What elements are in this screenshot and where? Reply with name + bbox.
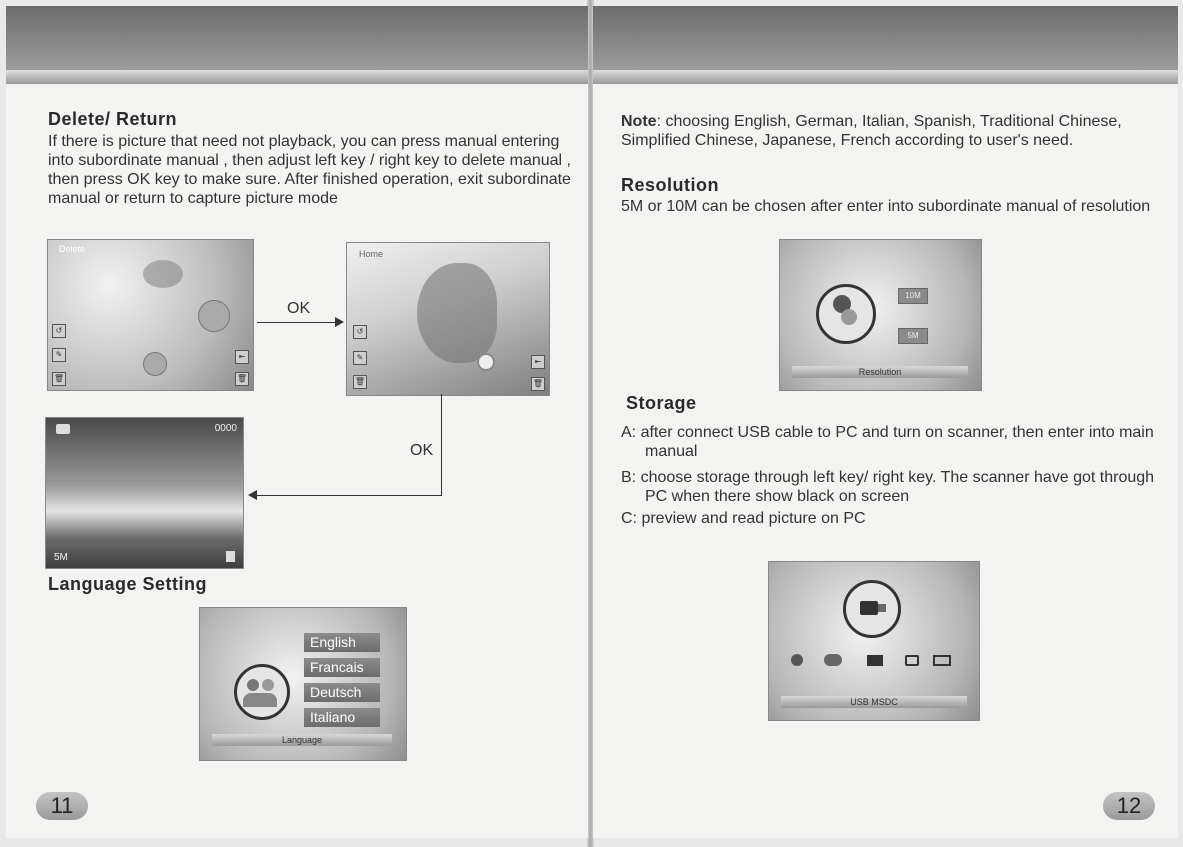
resolution-heading: Resolution: [621, 175, 719, 195]
photo-counter: 0000: [214, 423, 237, 434]
header-band: [593, 6, 1178, 70]
trash-icon: 🗑: [531, 377, 545, 391]
resolution-text: 5M or 10M can be chosen after enter into subordinate manual of resolution: [621, 198, 1151, 215]
arrow-line: [441, 394, 442, 495]
resolution-option-10m: 10M: [898, 288, 928, 304]
arrow-head-left-icon: [248, 490, 257, 500]
resolution-icon: [791, 654, 803, 666]
rotate-icon: ↺: [353, 325, 367, 339]
right-page: [593, 6, 1178, 838]
language-option-italiano: Italiano: [304, 708, 380, 727]
resolution-option-5m: 5M: [898, 328, 928, 344]
storage-menu-bar: USB MSDC: [781, 696, 967, 708]
resolution-menu-bar: Resolution: [792, 366, 968, 378]
camera-icon: [905, 655, 919, 666]
header-band: [6, 6, 588, 70]
camera-icon: [56, 424, 70, 434]
edit-icon: ✎: [353, 351, 367, 365]
trash-icon: 🗑: [52, 372, 66, 386]
left-page: [6, 6, 588, 838]
delete-screen-label: Delete: [59, 244, 86, 254]
home-screen-illustration: [346, 242, 550, 396]
flower-shape: [477, 353, 495, 371]
language-option-francais: Francais: [304, 658, 380, 677]
arrow-line: [256, 495, 442, 496]
exit-icon: ⇤: [531, 355, 545, 369]
delete-return-heading: Delete/ Return: [48, 109, 178, 129]
people-icon: [824, 654, 842, 666]
storage-heading: Storage: [626, 393, 697, 413]
note-paragraph: [621, 112, 1161, 150]
ok-label: OK: [287, 300, 311, 317]
language-menu-illustration: [199, 607, 407, 761]
storage-menu-illustration: [768, 561, 980, 721]
note-label: Note: [621, 113, 657, 130]
language-option-deutsch: Deutsch: [304, 683, 380, 702]
trash-icon: 🗑: [235, 372, 249, 386]
resolution-icon: [816, 284, 876, 344]
storage-step-c: C: preview and read picture on PC: [621, 510, 866, 527]
page-number-right: 12: [1103, 792, 1155, 820]
home-screen-label: Home: [359, 249, 384, 259]
storage-step-a: A: after connect USB cable to PC and turn on scanner, then enter into main manual: [621, 424, 1154, 460]
water-drop-shape: [143, 352, 167, 376]
header-stripe: [6, 70, 588, 84]
arrow-head-right-icon: [335, 317, 344, 327]
page-number-left: 11: [36, 792, 88, 820]
rotate-icon: ↺: [52, 324, 66, 338]
trash-icon: 🗑: [353, 375, 367, 389]
water-drop-shape: [198, 300, 230, 332]
memory-card-icon: [226, 551, 235, 562]
language-option-english: English: [304, 633, 380, 652]
language-menu-bar: Language: [212, 734, 392, 746]
face-silhouette-shape: [417, 263, 497, 363]
edit-icon: ✎: [52, 348, 66, 362]
resolution-menu-illustration: [779, 239, 982, 391]
display-icon: [933, 655, 951, 666]
exit-icon: ⇤: [235, 350, 249, 364]
ladybug-shape: [143, 260, 183, 288]
arrow-line: [257, 322, 337, 323]
capture-screen-illustration: [45, 417, 244, 569]
language-setting-heading: Language Setting: [48, 574, 208, 594]
resolution-indicator: 5M: [54, 552, 68, 563]
delete-return-text: If there is picture that need not playback, you can press manual entering into subordinate manual , then adjust left key / right key to delete manual , then press OK key to make sure. After finished operation, exit subordinate manual or return to capture picture mode: [48, 133, 571, 207]
delete-screen-illustration: [47, 239, 254, 391]
usb-icon: [867, 655, 883, 666]
people-icon: [234, 664, 290, 720]
note-text: : choosing English, German, Italian, Spanish, Traditional Chinese, Simplified Chinese, Japanese, French according to user's need.: [621, 113, 1122, 149]
header-stripe: [593, 70, 1178, 84]
ok-label: OK: [410, 442, 434, 459]
usb-icon: [843, 580, 901, 638]
storage-step-b: B: choose storage through left key/ right key. The scanner have got through PC when there show black on screen: [621, 469, 1155, 505]
